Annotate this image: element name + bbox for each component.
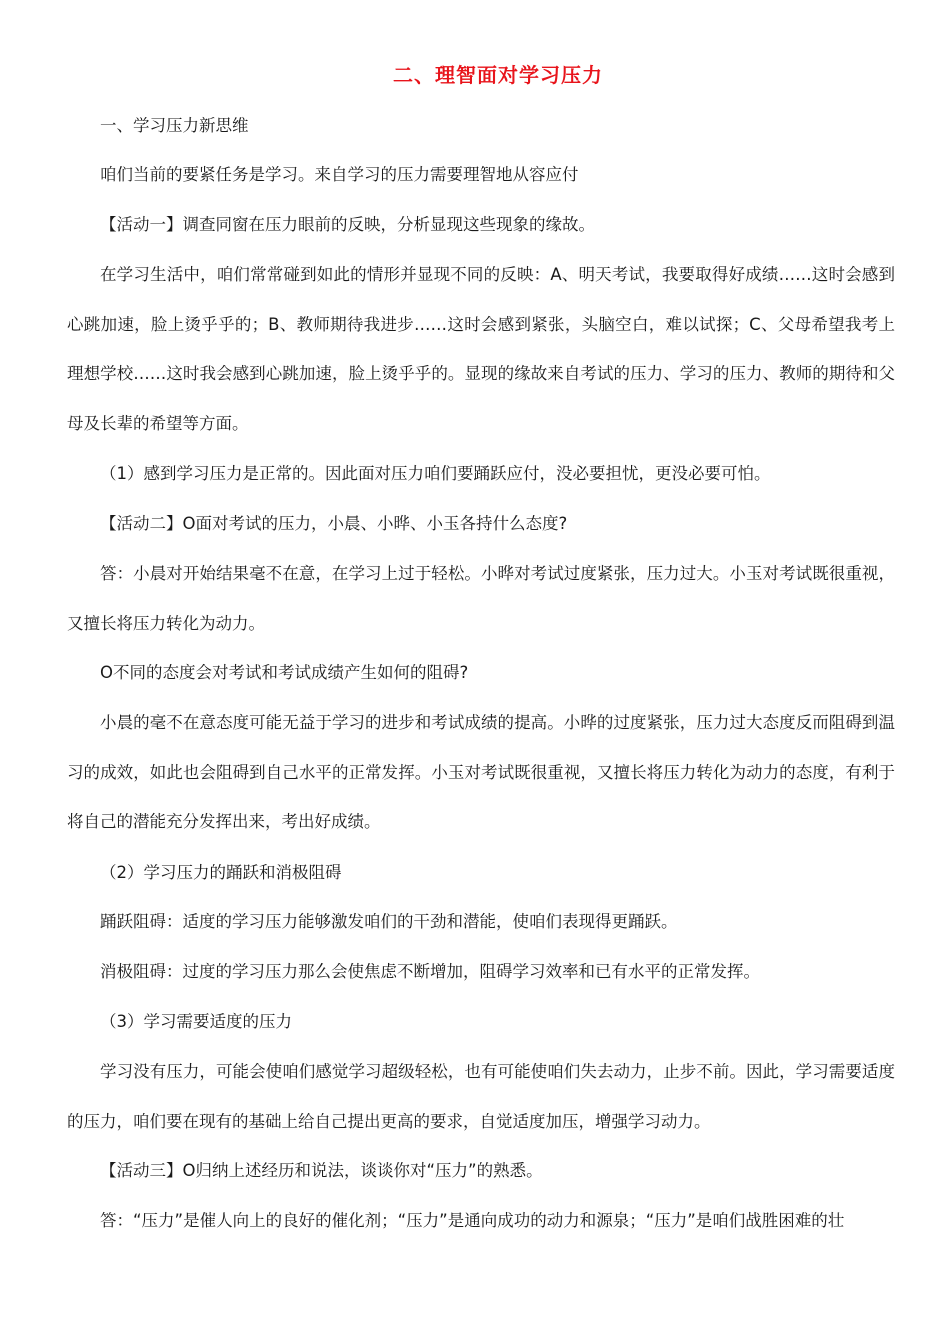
paragraph: 答：小晨对开始结果毫不在意，在学习上过于轻松。小晔对考试过度紧张，压力过大。小玉对考试既很重视，又擅长将压力转化为动力。	[67, 564, 895, 633]
paragraph: 答：“压力”是催人向上的良好的催化剂；“压力”是通向成功的动力和源泉；“压力”是咱们战胜困难的壮	[100, 1211, 845, 1230]
paragraph: 学习没有压力，可能会使咱们感觉学习超级轻松，也有可能使咱们失去动力，止步不前。因此，学习需要适度的压力，咱们要在现有的基础上给自己提出更高的要求，自觉适度加压，增强学习动力。	[67, 1062, 895, 1131]
document-title: 二、理智面对学习压力	[393, 63, 603, 87]
subsection-heading: （2）学习压力的踊跃和消极阻碍	[100, 863, 342, 882]
paragraph: 消极阻碍：过度的学习压力那么会使焦虑不断增加，阻碍学习效率和已有水平的正常发挥。	[100, 962, 760, 981]
paragraph: 在学习生活中，咱们常常碰到如此的情形并显现不同的反映：A、明天考试，我要取得好成绩……这时会感到心跳加速，脸上烫乎乎的；B、教师期待我进步……这时会感到紧张，头脑空白，难以试探；C、父母希望我考上理想学校……这时我会感到心跳加速，脸上烫乎乎的。显现的缘故来自考试的压力、学习的压力、教师的期待和父母及长辈的希望等方面。	[67, 265, 895, 433]
section-heading: 一、学习压力新思维	[100, 116, 249, 135]
paragraph: （1）感到学习压力是正常的。因此面对压力咱们要踊跃应付，没必要担忧，更没必要可怕。	[100, 464, 771, 483]
paragraph: 踊跃阻碍：适度的学习压力能够激发咱们的干劲和潜能，使咱们表现得更踊跃。	[100, 912, 678, 931]
activity-one-heading: 【活动一】调查同窗在压力眼前的反映，分析显现这些现象的缘故。	[100, 215, 595, 234]
paragraph: 小晨的毫不在意态度可能无益于学习的进步和考试成绩的提高。小晔的过度紧张，压力过大态度反而阻碍到温习的成效，如此也会阻碍到自己水平的正常发挥。小玉对考试既很重视，又擅长将压力转化为动力的态度，有利于将自己的潜能充分发挥出来，考出好成绩。	[67, 713, 895, 831]
activity-three-heading: 【活动三】O归纳上述经历和说法，谈谈你对“压力”的熟悉。	[100, 1161, 543, 1180]
paragraph: 咱们当前的要紧任务是学习。来自学习的压力需要理智地从容应付	[100, 165, 579, 184]
subsection-heading: （3）学习需要适度的压力	[100, 1012, 292, 1031]
paragraph: O不同的态度会对考试和考试成绩产生如何的阻碍?	[100, 663, 469, 682]
activity-two-heading: 【活动二】O面对考试的压力，小晨、小晔、小玉各持什么态度?	[100, 514, 568, 533]
